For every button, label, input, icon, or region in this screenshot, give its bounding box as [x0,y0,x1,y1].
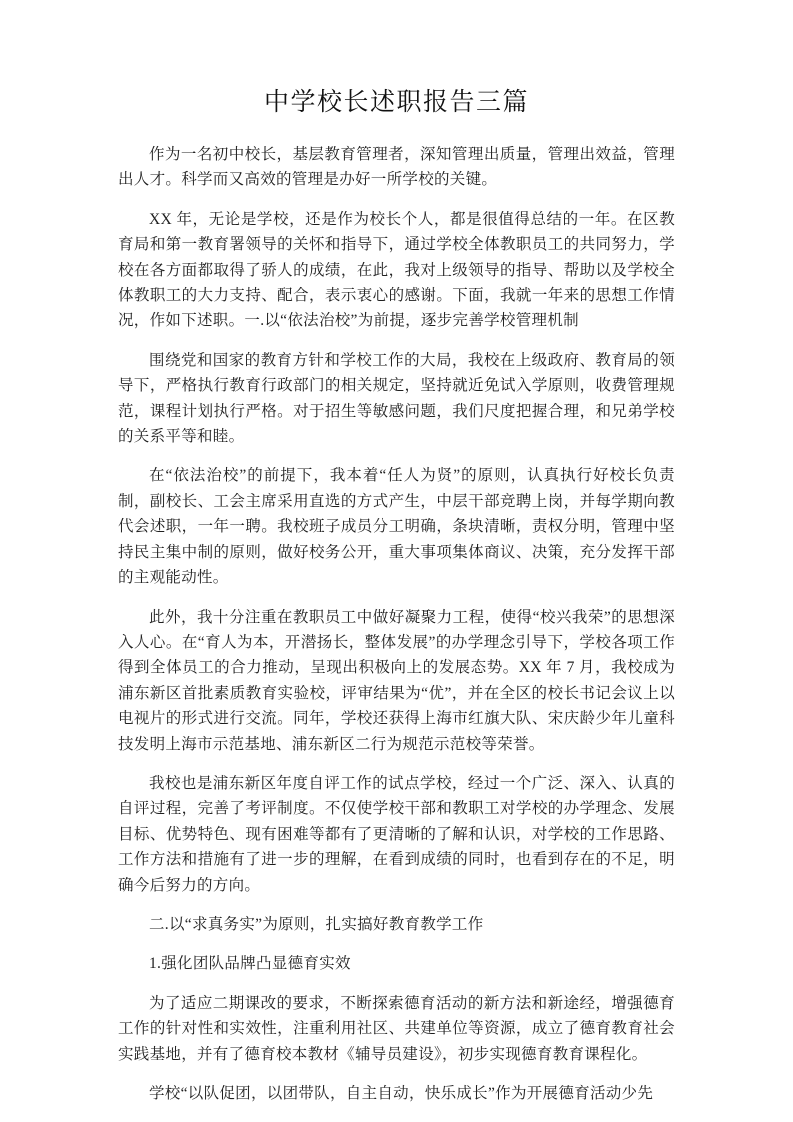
body-paragraph: 在“依法治校”的前提下，我本着“任人为贤”的原则，认真执行好校长负责制，副校长、工会主席采用直选的方式产生，中层干部竞聘上岗，并每学期向教代会述职，一年一聘。我校班子成员分工明确，条块清晰，责权分明，管理中坚持民主集中制的原则，做好校务公开，重大事项集体商议、决策，充分发挥干部的主观能动性。 [118,467,675,587]
section-heading: 二.以“求真务实”为原则，扎实搞好教育教学工作 [149,915,484,933]
body-paragraph: 围绕党和国家的教育方针和学校工作的大局，我校在上级政府、教育局的领导下，严格执行教育行政部门的相关规定，坚持就近免试入学原则，收费管理规范，课程计划执行严格。对于招生等敏感问题，我们尺度把握合理，和兄弟学校的关系平等和睦。 [118,351,675,446]
subsection-heading: 1.强化团队品牌凸显德育实效 [149,955,351,973]
body-paragraph: 为了适应二期课改的要求，不断探索德育活动的新方法和新途经，增强德育工作的针对性和实效性，注重利用社区、共建单位等资源，成立了德育教育社会实践基地，并有了德育校本教材《辅导员建设》，初步实现德育教育课程化。 [118,994,675,1063]
document-body [0,142,793,1106]
body-paragraph: 我校也是浦东新区年度自评工作的试点学校，经过一个广泛、深入、认真的自评过程，完善了考评制度。不仅使学校干部和教职工对学校的办学理念、发展目标、优势特色、现有困难等都有了更清晰的了解和认识，对学校的工作思路、工作方法和措施有了进一步的理解，在看到成绩的同时，也看到存在的不足，明确今后努力的方向。 [118,774,675,894]
body-paragraph: 作为一名初中校长，基层教育管理者，深知管理出质量，管理出效益，管理出人才。科学而又高效的管理是办好一所学校的关键。 [118,146,675,189]
page-title: 中学校长述职报告三篇 [263,89,529,116]
body-paragraph: XX 年，无论是学校，还是作为校长个人，都是很值得总结的一年。在区教育局和第一教育署领导的关怀和指导下，通过学校全体教职员工的共同努力，学校在各方面都取得了骄人的成绩，在此，我对上级领导的指导、帮助以及学校全体教职工的大力支持、配合，表示衷心的感谢。下面，我就一年来的思想工作情况，作如下述职。一.以“依法治校”为前提，逐步完善学校管理机制 [118,210,675,330]
body-paragraph: 此外，我十分注重在教职员工中做好凝聚力工程，使得“校兴我荣”的思想深入人心。在“育人为本，开潜扬长，整体发展”的办学理念引导下，学校各项工作得到全体员工的合力推动，呈现出积极向上的发展态势。XX 年 7 月，我校成为浦东新区首批素质教育实验校，评审结果为“优”，并在全区的校长书记会议上以电视片的形式进行交流。同年，学校还获得上海市红旗大队、宋庆龄少年儿童科技发明上海市示范基地、浦东新区二行为规范示范校等荣誉。 [118,608,675,753]
body-paragraph-truncated: 学校“以队促团，以团带队，自主自动，快乐成长”作为开展德育活动少先 [149,1085,654,1102]
